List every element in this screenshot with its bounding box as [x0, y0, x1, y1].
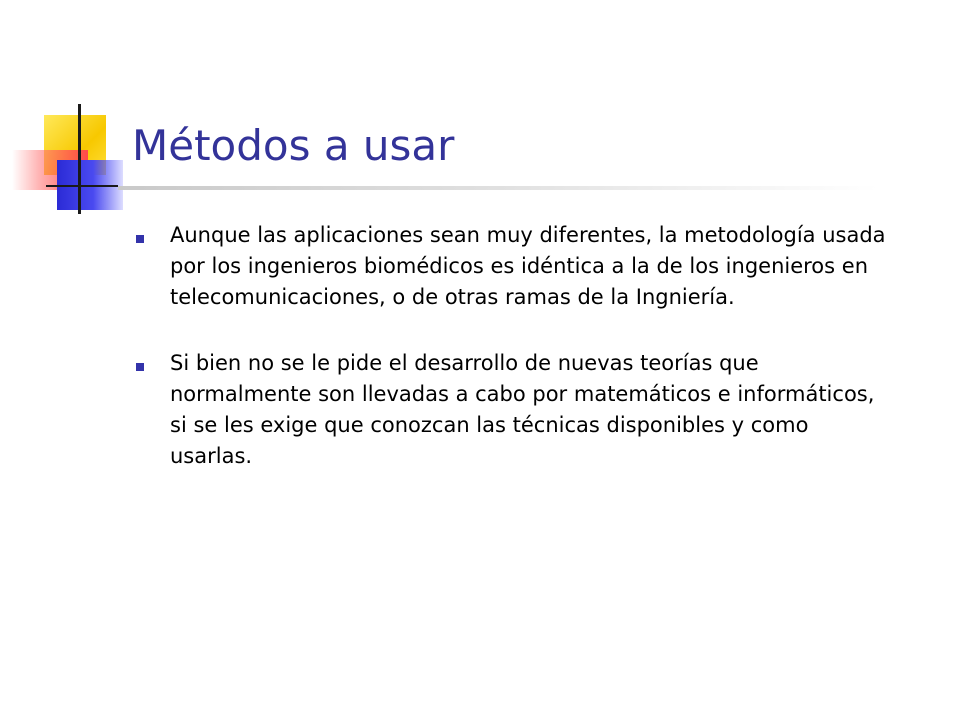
bullet-item	[136, 220, 896, 313]
slide-title: Métodos a usar	[132, 121, 455, 170]
bullet-item	[136, 348, 896, 472]
title-underline	[118, 186, 878, 190]
square-bullet-icon	[136, 363, 144, 371]
decorative-vertical-line	[78, 104, 81, 214]
square-bullet-icon	[136, 235, 144, 243]
bullet-list	[136, 220, 896, 507]
bullet-text: Si bien no se le pide el desarrollo de nuevas teorías que normalmente son llevadas a cabo por matemáticos e informáticos, si se les exige que conozcan las técnicas disponibles y como usarlas.	[170, 351, 875, 468]
bullet-text: Aunque las aplicaciones sean muy diferentes, la metodología usada por los ingenieros biomédicos es idéntica a la de los ingenieros en telecomunicaciones, o de otras ramas de la Ingniería.	[170, 223, 886, 309]
decorative-horizontal-line	[46, 185, 118, 187]
